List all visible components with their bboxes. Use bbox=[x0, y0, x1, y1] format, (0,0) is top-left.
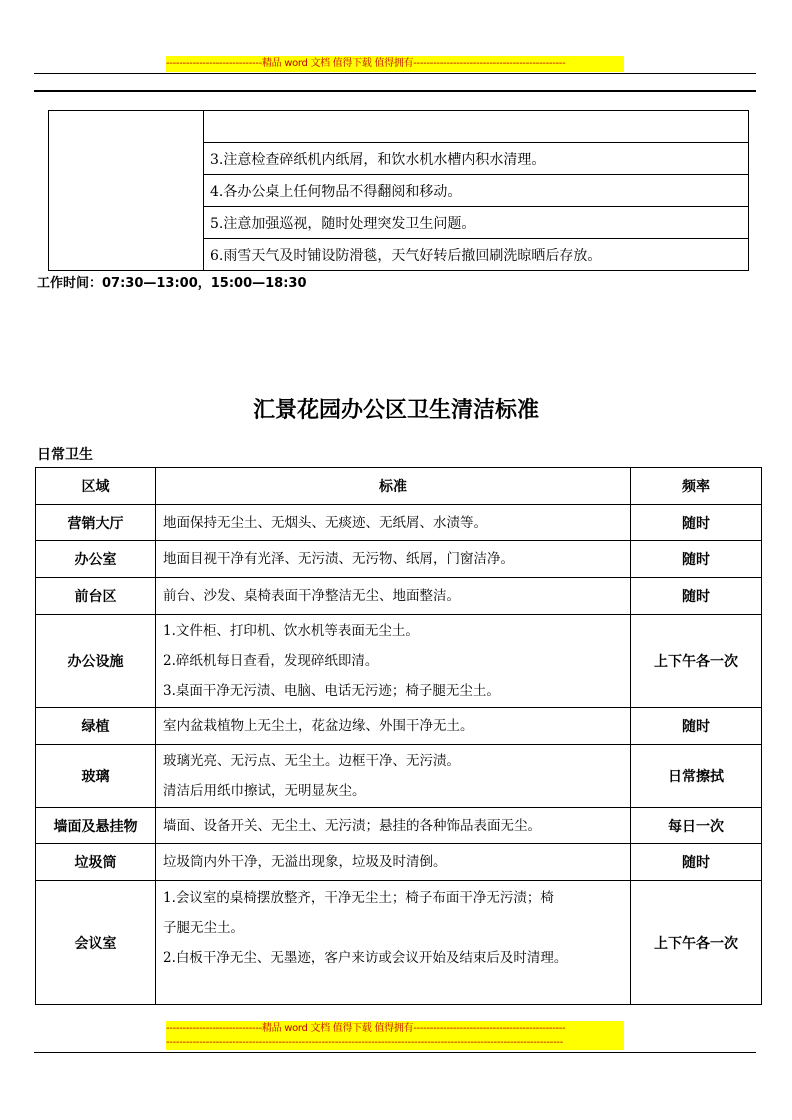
standard-cell bbox=[156, 578, 631, 615]
frequency-cell: 随时 bbox=[631, 708, 762, 745]
standard-line: 3.桌面干净无污渍、电脑、电话无污迹；椅子腿无尘土。 bbox=[163, 683, 500, 699]
frequency-cell: 随时 bbox=[631, 541, 762, 578]
area-cell: 绿植 bbox=[36, 708, 156, 745]
table-row bbox=[36, 578, 762, 615]
standard-line: 1.文件柜、打印机、饮水机等表面无尘土。 bbox=[163, 623, 419, 639]
footer-banner-dashes: ------------------------------------------------------------------------------------------------------------------------ bbox=[166, 1036, 624, 1050]
standard-cell bbox=[156, 745, 631, 808]
area-cell: 前台区 bbox=[36, 578, 156, 615]
merged-area-cell bbox=[49, 111, 204, 271]
area-cell: 办公设施 bbox=[36, 615, 156, 708]
table-row bbox=[49, 111, 749, 143]
table-row bbox=[36, 505, 762, 541]
standard-line: 子腿无尘土。 bbox=[163, 920, 244, 936]
table-cell bbox=[204, 111, 749, 143]
footer-banner: -----------------------------精品 word 文档 值得下载 值得拥有---------------------------------------------- bbox=[166, 1021, 624, 1037]
frequency-cell: 上下午各一次 bbox=[631, 881, 762, 1005]
table-row bbox=[36, 708, 762, 745]
page-title: 汇景花园办公区卫生清洁标准 bbox=[252, 397, 539, 423]
table-row bbox=[36, 844, 762, 881]
frequency-cell: 日常擦拭 bbox=[631, 745, 762, 808]
work-time: 工作时间：07:30—13:00，15:00—18:30 bbox=[37, 276, 307, 291]
frequency-cell: 每日一次 bbox=[631, 808, 762, 844]
header-area: 区域 bbox=[36, 468, 156, 505]
frequency-cell: 随时 bbox=[631, 578, 762, 615]
standard-line: 2.白板干净无尘、无墨迹，客户来访或会议开始及结束后及时清理。 bbox=[163, 950, 568, 966]
continued-table bbox=[48, 110, 749, 271]
standard-line: 墙面、设备开关、无尘土、无污渍；悬挂的各种饰品表面无尘。 bbox=[163, 817, 541, 834]
table-row bbox=[36, 541, 762, 578]
table-cell: 5.注意加强巡视，随时处理突发卫生问题。 bbox=[204, 207, 749, 239]
table-cell: 4.各办公桌上任何物品不得翻阅和移动。 bbox=[204, 175, 749, 207]
table-cell: 6.雨雪天气及时铺设防滑毯，天气好转后撤回刷洗晾晒后存放。 bbox=[204, 239, 749, 271]
area-cell: 办公室 bbox=[36, 541, 156, 578]
table-row bbox=[36, 881, 762, 1005]
standard-cell bbox=[156, 844, 631, 881]
header-banner: -----------------------------精品 word 文档 值得下载 值得拥有---------------------------------------------- bbox=[166, 56, 624, 72]
standard-line: 前台、沙发、桌椅表面干净整洁无尘、地面整洁。 bbox=[163, 588, 460, 604]
standard-cell bbox=[156, 708, 631, 745]
footer-rule bbox=[34, 1052, 756, 1053]
frequency-cell: 随时 bbox=[631, 505, 762, 541]
section-heading: 日常卫生 bbox=[37, 447, 93, 463]
header-frequency: 频率 bbox=[631, 468, 762, 505]
area-cell: 玻璃 bbox=[36, 745, 156, 808]
area-cell: 墙面及悬挂物 bbox=[36, 808, 156, 844]
standard-line: 1.会议室的桌椅摆放整齐，干净无尘土；椅子布面干净无污渍；椅 bbox=[163, 890, 554, 906]
table-row bbox=[36, 808, 762, 844]
standard-line: 2.碎纸机每日查看，发现碎纸即清。 bbox=[163, 653, 379, 669]
table-row bbox=[36, 615, 762, 708]
table-cell: 3.注意检查碎纸机内纸屑，和饮水机水槽内积水清理。 bbox=[204, 143, 749, 175]
standard-line: 地面目视干净有光泽、无污渍、无污物、纸屑，门窗洁净。 bbox=[163, 551, 514, 567]
header-rule-thin bbox=[34, 73, 756, 74]
standard-cell bbox=[156, 541, 631, 578]
standard-line: 垃圾筒内外干净，无溢出现象，垃圾及时清倒。 bbox=[163, 854, 447, 870]
area-cell: 营销大厅 bbox=[36, 505, 156, 541]
standard-line: 玻璃光亮、无污点、无尘土。边框干净、无污渍。 bbox=[163, 753, 460, 769]
table-row bbox=[36, 745, 762, 808]
header-standard: 标准 bbox=[156, 468, 631, 505]
header-rule-thick bbox=[34, 90, 756, 92]
frequency-cell: 上下午各一次 bbox=[631, 615, 762, 708]
cleaning-standards-table bbox=[35, 467, 762, 1005]
table-header-row bbox=[36, 468, 762, 505]
standard-line: 地面保持无尘土、无烟头、无痰迹、无纸屑、水渍等。 bbox=[163, 514, 487, 531]
standard-line: 清洁后用纸巾擦试，无明显灰尘。 bbox=[163, 783, 366, 799]
standard-cell bbox=[156, 615, 631, 708]
frequency-cell: 随时 bbox=[631, 844, 762, 881]
standard-cell bbox=[156, 808, 631, 844]
standard-cell bbox=[156, 505, 631, 541]
area-cell: 会议室 bbox=[36, 881, 156, 1005]
area-cell: 垃圾筒 bbox=[36, 844, 156, 881]
standard-cell bbox=[156, 881, 631, 1005]
standard-line: 室内盆栽植物上无尘土，花盆边缘、外围干净无土。 bbox=[163, 718, 474, 734]
